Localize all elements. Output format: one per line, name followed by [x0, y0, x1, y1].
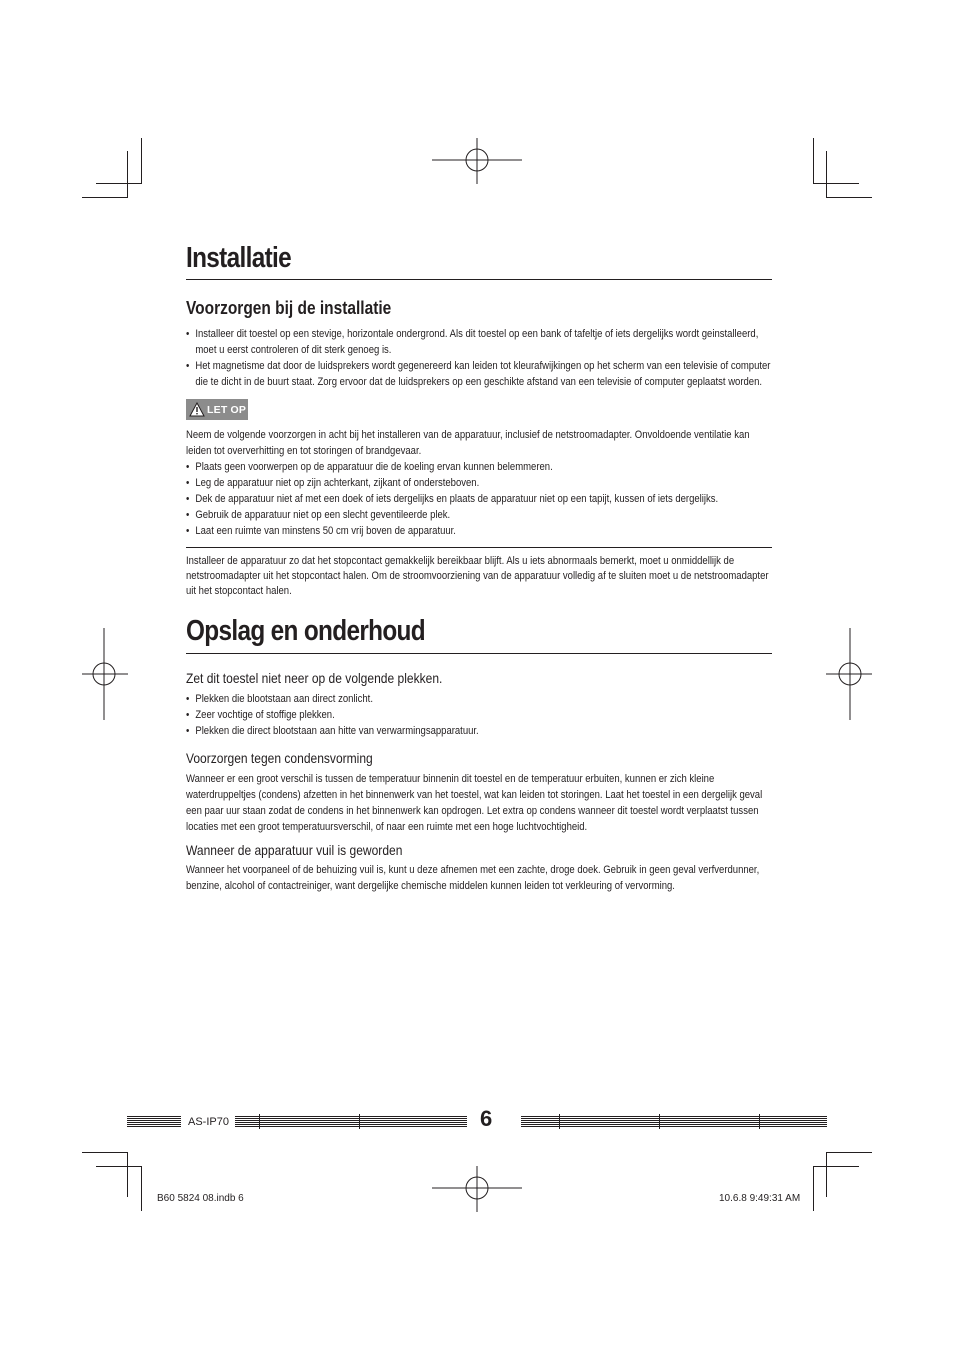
installation-bullets: [186, 326, 773, 390]
caution-badge: [186, 399, 248, 420]
footer-stripe: [127, 1116, 181, 1128]
registration-mark-icon: [826, 628, 872, 720]
subsection-heading: Voorzorgen tegen condensvorming: [186, 750, 373, 766]
registration-mark-icon: [432, 1166, 522, 1212]
condensation-text: Wanneer er een groot verschil is tussen de temperatuur binnenin dit toestel en de temperatuur erbuiten, kunnen er zich kleine waterdruppeltjes (condens) afzetten in het binnenwerk van het toestel, wat kan leiden tot storingen. Laat het toestel in een dergelijk geval een paar uur staan zodat de condens in het binnenwerk kan opdrogen. Let extra op condens wanneer dit toestel wordt verplaatst tussen locaties met een groot temperatuursverschil, of naar een ruimte met een hoge luchtvochtigheid.: [186, 773, 763, 833]
registration-mark-icon: [432, 138, 522, 184]
list-item: • Installeer dit toestel op een stevige, horizontale ondergrond. Als dit toestel op een bank of tafeltje of iets dergelijks wordt geinstalleerd, moet u eerst controleren of dit sterk genoeg is.: [186, 326, 773, 358]
list-item: • Het magnetisme dat door de luidsprekers wordt gegenereerd kan leiden tot kleurafwijkingen op het scherm van een televisie of computer die te dicht in de buurt staat. Zorg ervoor dat de luidsprekers op een geschikte afstand van een televisie of computer geplaatst worden.: [186, 358, 773, 390]
caution-label: LET OP: [207, 403, 247, 416]
model-name: AS-IP70: [188, 1116, 229, 1128]
footer-stripe: [521, 1116, 827, 1128]
footer-tick: [359, 1114, 360, 1129]
footer-tick: [659, 1114, 660, 1129]
footer-stripe: [235, 1116, 467, 1128]
file-info: B60 5824 08.indb 6: [157, 1193, 244, 1204]
list-item: • Plekken die direct blootstaan aan hitte van verwarmingsapparatuur.: [186, 723, 773, 739]
print-timestamp: 10.6.8 9:49:31 AM: [719, 1193, 801, 1204]
warning-triangle-icon: [189, 402, 205, 417]
subsection-heading: Zet dit toestel niet neer op de volgende plekken.: [186, 670, 443, 686]
section-heading: Voorzorgen bij de installatie: [186, 298, 392, 318]
caution-bullets: [186, 459, 773, 539]
title-rule: [186, 279, 772, 280]
power-note: Installeer de apparatuur zo dat het stopcontact gemakkelijk bereikbaar blijft. Als u iets abnormaals bemerkt, moet u onmiddellijk de netstroomadapter uit het stopcontact halen. Om de stroomvoorziening van de apparatuur volledig af te sluiten moet u de netstroomadapter uit het stopcontact halen.: [186, 555, 769, 597]
footer-tick: [759, 1114, 760, 1129]
registration-mark-icon: [82, 628, 128, 720]
footer-tick: [559, 1114, 560, 1129]
list-item: • Zeer vochtige of stoffige plekken.: [186, 707, 773, 723]
list-item: • Plekken die blootstaan aan direct zonlicht.: [186, 691, 773, 707]
storage-bullets: [186, 691, 773, 739]
list-item: • Leg de apparatuur niet op zijn achterkant, zijkant of ondersteboven.: [186, 475, 773, 491]
list-item: • Plaats geen voorwerpen op de apparatuur die de koeling ervan kunnen belemmeren.: [186, 459, 773, 475]
divider: [186, 547, 772, 548]
cleaning-text: Wanneer het voorpaneel of de behuizing vuil is, kunt u deze afnemen met een zachte, droge doek. Gebruik in geen geval verfverdunner, benzine, alcohol of contactreiniger, want dergelijke chemische middelen kunnen leiden tot verkleuring of vervorming.: [186, 864, 760, 892]
page-number: 6: [480, 1106, 493, 1131]
list-item: • Dek de apparatuur niet af met een doek of iets dergelijks en plaats de apparatuur niet op een tapijt, kussen of iets dergelijks.: [186, 491, 773, 507]
footer-tick: [259, 1114, 260, 1129]
title-rule: [186, 653, 772, 654]
list-item: • Laat een ruimte van minstens 50 cm vrij boven de apparatuur.: [186, 523, 773, 539]
section-title: Opslag en onderhoud: [186, 615, 425, 647]
subsection-heading: Wanneer de apparatuur vuil is geworden: [186, 842, 403, 858]
page-title: Installatie: [186, 242, 291, 274]
caution-intro: Neem de volgende voorzorgen in acht bij het installeren van de apparatuur, inclusief de netstroomadapter. Onvoldoende ventilatie kan leiden tot oververhitting en tot storingen of brandgevaar.: [186, 429, 750, 457]
list-item: • Gebruik de apparatuur niet op een slecht geventileerde plek.: [186, 507, 773, 523]
